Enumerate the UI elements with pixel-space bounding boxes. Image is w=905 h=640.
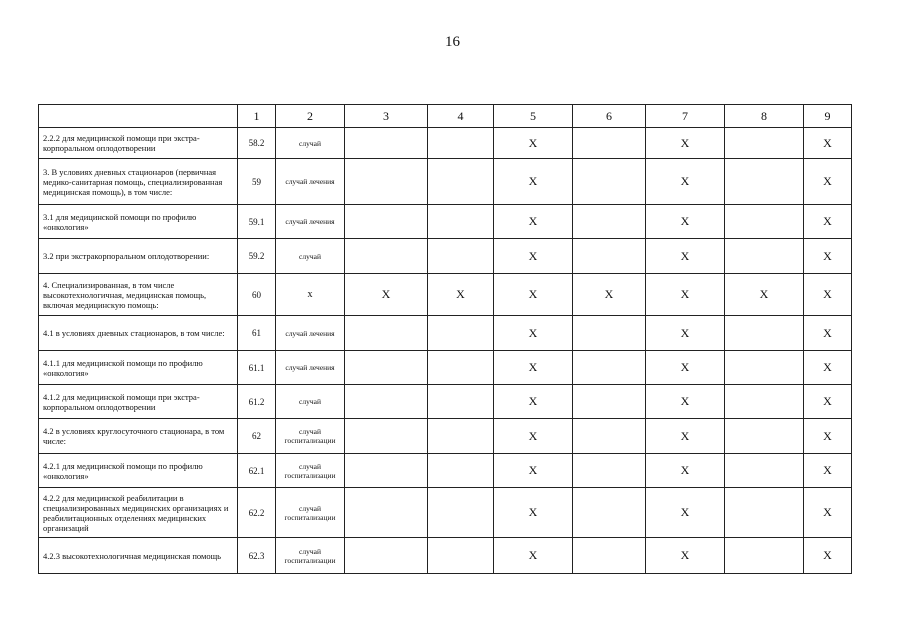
row-cell-col6 [573, 316, 646, 351]
row-cell-col4 [428, 538, 494, 574]
row-code: 62 [238, 419, 276, 454]
row-cell-col6 [573, 351, 646, 385]
row-cell-col5: X [494, 274, 573, 316]
row-cell-col6 [573, 159, 646, 205]
row-description: 4.2.2 для медицинской реабилитации в специализированных медицинских организациях и реабилитационных отделениях медицинских организаций [39, 488, 238, 538]
header-cell: 6 [573, 105, 646, 128]
row-cell-col5: X [494, 239, 573, 274]
row-cell-col5: X [494, 159, 573, 205]
page-number: 16 [445, 34, 460, 50]
row-cell-col7: X [646, 128, 725, 159]
row-cell-col6 [573, 488, 646, 538]
row-cell-col4 [428, 488, 494, 538]
row-cell-col6 [573, 128, 646, 159]
row-unit: случай госпитализации [276, 538, 345, 574]
row-cell-col8 [725, 538, 804, 574]
row-cell-col5: X [494, 419, 573, 454]
row-cell-col7: X [646, 538, 725, 574]
row-description: 4.2 в условиях круглосуточного стационара, в том числе: [39, 419, 238, 454]
row-unit: случай госпитализации [276, 419, 345, 454]
row-cell-col4 [428, 205, 494, 239]
row-cell-col9: X [804, 454, 852, 488]
row-cell-col8: X [725, 274, 804, 316]
header-cell [39, 105, 238, 128]
row-cell-col5: X [494, 351, 573, 385]
row-description: 4. Специализированная, в том числе высокотехнологичная, медицинская помощь, включая медицинскую помощь: [39, 274, 238, 316]
header-cell: 1 [238, 105, 276, 128]
row-cell-col9: X [804, 128, 852, 159]
row-cell-col9: X [804, 351, 852, 385]
row-cell-col9: X [804, 159, 852, 205]
table-row [39, 159, 852, 205]
row-code: 59.1 [238, 205, 276, 239]
row-unit: случай [276, 239, 345, 274]
row-code: 59.2 [238, 239, 276, 274]
row-cell-col6: X [573, 274, 646, 316]
row-cell-col8 [725, 351, 804, 385]
row-cell-col6 [573, 538, 646, 574]
header-cell: 9 [804, 105, 852, 128]
row-cell-col9: X [804, 274, 852, 316]
row-cell-col4 [428, 239, 494, 274]
row-cell-col7: X [646, 239, 725, 274]
row-description: 3.1 для медицинской помощи по профилю «онкология» [39, 205, 238, 239]
row-cell-col7: X [646, 385, 725, 419]
row-cell-col5: X [494, 205, 573, 239]
header-cell: 5 [494, 105, 573, 128]
row-cell-col7: X [646, 488, 725, 538]
header-cell: 8 [725, 105, 804, 128]
row-cell-col3 [345, 316, 428, 351]
row-cell-col4 [428, 316, 494, 351]
row-cell-col8 [725, 454, 804, 488]
row-unit: случай лечения [276, 351, 345, 385]
row-cell-col8 [725, 316, 804, 351]
table-row [39, 454, 852, 488]
header-cell: 7 [646, 105, 725, 128]
row-unit: случай госпитализации [276, 488, 345, 538]
row-cell-col5: X [494, 385, 573, 419]
table-row [39, 385, 852, 419]
indicator-table [38, 104, 852, 574]
table-row [39, 351, 852, 385]
row-cell-col6 [573, 239, 646, 274]
table-row [39, 488, 852, 538]
row-code: 61 [238, 316, 276, 351]
row-description: 4.1 в условиях дневных стационаров, в том числе: [39, 316, 238, 351]
row-cell-col5: X [494, 538, 573, 574]
table-row [39, 239, 852, 274]
row-code: 62.1 [238, 454, 276, 488]
row-cell-col8 [725, 159, 804, 205]
row-cell-col3 [345, 419, 428, 454]
row-cell-col3 [345, 454, 428, 488]
row-cell-col4 [428, 419, 494, 454]
row-cell-col8 [725, 419, 804, 454]
row-cell-col8 [725, 239, 804, 274]
row-code: 58.2 [238, 128, 276, 159]
row-cell-col4 [428, 385, 494, 419]
row-code: 62.3 [238, 538, 276, 574]
row-cell-col8 [725, 488, 804, 538]
row-cell-col7: X [646, 351, 725, 385]
row-unit: случай лечения [276, 159, 345, 205]
row-cell-col3 [345, 385, 428, 419]
row-cell-col4 [428, 159, 494, 205]
row-cell-col6 [573, 419, 646, 454]
header-cell: 4 [428, 105, 494, 128]
header-cell: 2 [276, 105, 345, 128]
row-cell-col3 [345, 205, 428, 239]
row-description: 4.1.1 для медицинской помощи по профилю «онкология» [39, 351, 238, 385]
row-cell-col7: X [646, 316, 725, 351]
row-cell-col3 [345, 538, 428, 574]
row-cell-col7: X [646, 205, 725, 239]
row-description: 2.2.2 для медицинской помощи при экстра-корпоральном оплодотворении [39, 128, 238, 159]
row-cell-col8 [725, 385, 804, 419]
row-code: 62.2 [238, 488, 276, 538]
row-description: 3. В условиях дневных стационаров (первичная медико-санитарная помощь, специализированная медицинская помощь), в том числе: [39, 159, 238, 205]
row-description: 4.2.1 для медицинской помощи по профилю «онкология» [39, 454, 238, 488]
row-cell-col9: X [804, 316, 852, 351]
row-cell-col4 [428, 351, 494, 385]
row-cell-col7: X [646, 159, 725, 205]
table-body [39, 128, 852, 574]
row-cell-col9: X [804, 205, 852, 239]
row-cell-col4: X [428, 274, 494, 316]
row-cell-col3 [345, 351, 428, 385]
row-cell-col5: X [494, 316, 573, 351]
row-cell-col7: X [646, 454, 725, 488]
row-cell-col8 [725, 128, 804, 159]
row-code: 61.1 [238, 351, 276, 385]
table-row [39, 205, 852, 239]
table-row [39, 419, 852, 454]
row-unit: случай [276, 385, 345, 419]
row-cell-col8 [725, 205, 804, 239]
row-code: 60 [238, 274, 276, 316]
row-cell-col7: X [646, 419, 725, 454]
row-cell-col3 [345, 128, 428, 159]
row-code: 61.2 [238, 385, 276, 419]
row-cell-col9: X [804, 419, 852, 454]
row-cell-col3 [345, 488, 428, 538]
row-cell-col7: X [646, 274, 725, 316]
header-row [39, 105, 852, 128]
row-code: 59 [238, 159, 276, 205]
header-cell: 3 [345, 105, 428, 128]
row-cell-col5: X [494, 128, 573, 159]
row-cell-col5: X [494, 454, 573, 488]
row-cell-col6 [573, 454, 646, 488]
row-cell-col9: X [804, 488, 852, 538]
row-cell-col4 [428, 454, 494, 488]
row-cell-col3 [345, 159, 428, 205]
table-row [39, 538, 852, 574]
row-unit: случай [276, 128, 345, 159]
row-cell-col3: X [345, 274, 428, 316]
row-description: 4.2.3 высокотехнологичная медицинская помощь [39, 538, 238, 574]
row-cell-col9: X [804, 239, 852, 274]
row-cell-col6 [573, 385, 646, 419]
row-unit: случай лечения [276, 316, 345, 351]
row-cell-col3 [345, 239, 428, 274]
row-cell-col9: X [804, 385, 852, 419]
row-cell-col5: X [494, 488, 573, 538]
row-cell-col6 [573, 205, 646, 239]
row-cell-col4 [428, 128, 494, 159]
table-row [39, 316, 852, 351]
row-description: 3.2 при экстракорпоральном оплодотворении: [39, 239, 238, 274]
row-cell-col9: X [804, 538, 852, 574]
table-row [39, 274, 852, 316]
row-description: 4.1.2 для медицинской помощи при экстра-корпоральном оплодотворении [39, 385, 238, 419]
row-unit: случай лечения [276, 205, 345, 239]
row-unit: х [276, 274, 345, 316]
table-row [39, 128, 852, 159]
row-unit: случай госпитализации [276, 454, 345, 488]
